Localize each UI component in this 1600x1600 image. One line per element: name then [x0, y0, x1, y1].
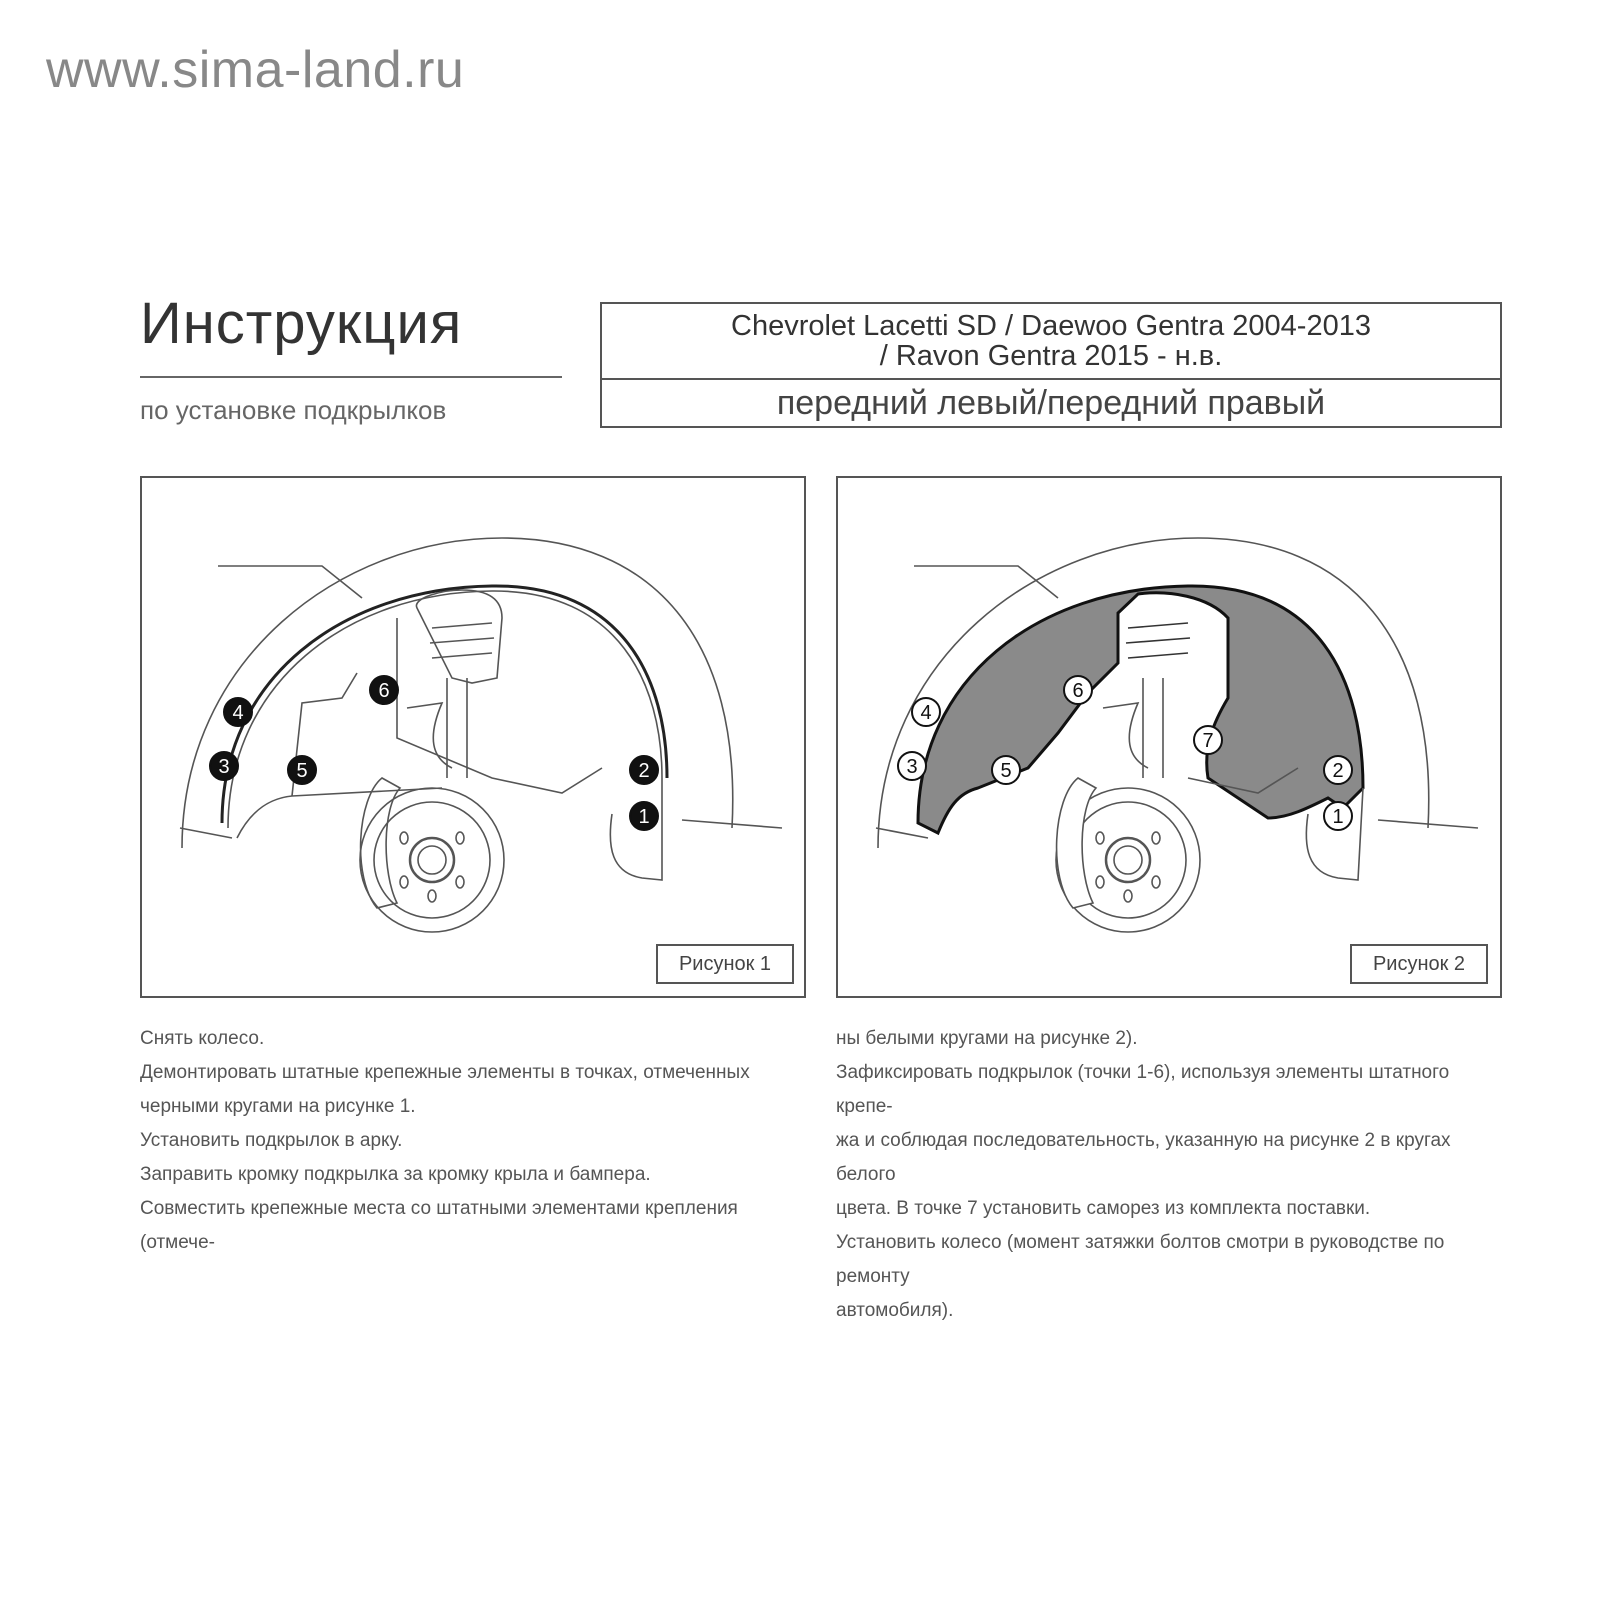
vehicle-model-line-2: / Ravon Gentra 2015 - н.в. [879, 340, 1223, 372]
pointer-line [914, 566, 1058, 598]
mount-point-number: 6 [378, 680, 390, 702]
watermark: www.sima-land.ru [46, 41, 465, 99]
mount-point-number: 5 [1000, 760, 1012, 782]
instruction-line: Заправить кромку подкрылка за кромку крыла и бампера. [140, 1164, 651, 1185]
model-box-divider [602, 378, 1500, 380]
mount-point-number: 1 [1332, 806, 1344, 828]
instruction-line: Демонтировать штатные крепежные элементы в точках, отмеченных [140, 1062, 750, 1083]
mount-point-number: 3 [906, 756, 918, 778]
mount-point-number: 2 [638, 760, 650, 782]
instruction-line: черными кругами на рисунке 1. [140, 1096, 416, 1117]
figure-1 [140, 476, 806, 998]
instruction-line: Совместить крепежные места со штатными элементами крепления (отмече- [140, 1198, 738, 1253]
install-position: передний левый/передний правый [776, 384, 1326, 422]
instructions-left [140, 1022, 800, 1260]
wheel-arch-diagram-2 [838, 478, 1500, 996]
instruction-line: цвета. В точке 7 установить саморез из комплекта поставки. [836, 1198, 1371, 1219]
instruction-line: Снять колесо. [140, 1028, 265, 1049]
figure-1-label: Рисунок 1 [656, 944, 794, 984]
brake-disc [360, 788, 504, 932]
strut-top [416, 590, 502, 683]
instruction-line: ны белыми кругами на рисунке 2). [836, 1028, 1138, 1049]
title-divider [140, 376, 562, 378]
fender-outline [182, 538, 733, 848]
wheel-arch-diagram-1 [142, 478, 804, 996]
instruction-line: автомобиля). [836, 1300, 954, 1321]
instructions-right [836, 1022, 1496, 1328]
instruction-line: Установить подкрылок в арку. [140, 1130, 403, 1151]
instruction-line: Установить колесо (момент затяжки болтов смотри в руководстве по ремонту [836, 1232, 1445, 1287]
liner-edge [222, 586, 667, 823]
vehicle-model-line-1: Chevrolet Lacetti SD / Daewoo Gentra 2004-2013 [731, 310, 1371, 342]
page-subtitle: по установке подкрылков [140, 395, 447, 425]
hub [410, 838, 454, 882]
mount-point-number: 5 [296, 760, 308, 782]
mount-point-number: 3 [218, 756, 230, 778]
mount-point-number: 1 [638, 806, 650, 828]
mount-point-number: 6 [1072, 680, 1084, 702]
instruction-line: Зафиксировать подкрылок (точки 1-6), используя элементы штатного крепе- [836, 1062, 1450, 1117]
pointer-line [218, 566, 362, 598]
strut-body [1143, 678, 1163, 778]
instruction-line: жа и соблюдая последовательность, указанную на рисунке 2 в кругах белого [836, 1130, 1451, 1185]
mount-point-number: 7 [1202, 730, 1214, 752]
vehicle-model-box [600, 302, 1502, 428]
page-title: Инструкция [140, 291, 463, 356]
spring-coils [1126, 623, 1190, 658]
mount-point-number: 2 [1332, 760, 1344, 782]
mount-point-number: 4 [232, 702, 244, 724]
figure-2-label: Рисунок 2 [1350, 944, 1488, 984]
figure-2 [836, 476, 1502, 998]
brake-caliper [361, 778, 400, 908]
mount-point-number: 4 [920, 702, 932, 724]
bumper-piece [610, 778, 662, 880]
